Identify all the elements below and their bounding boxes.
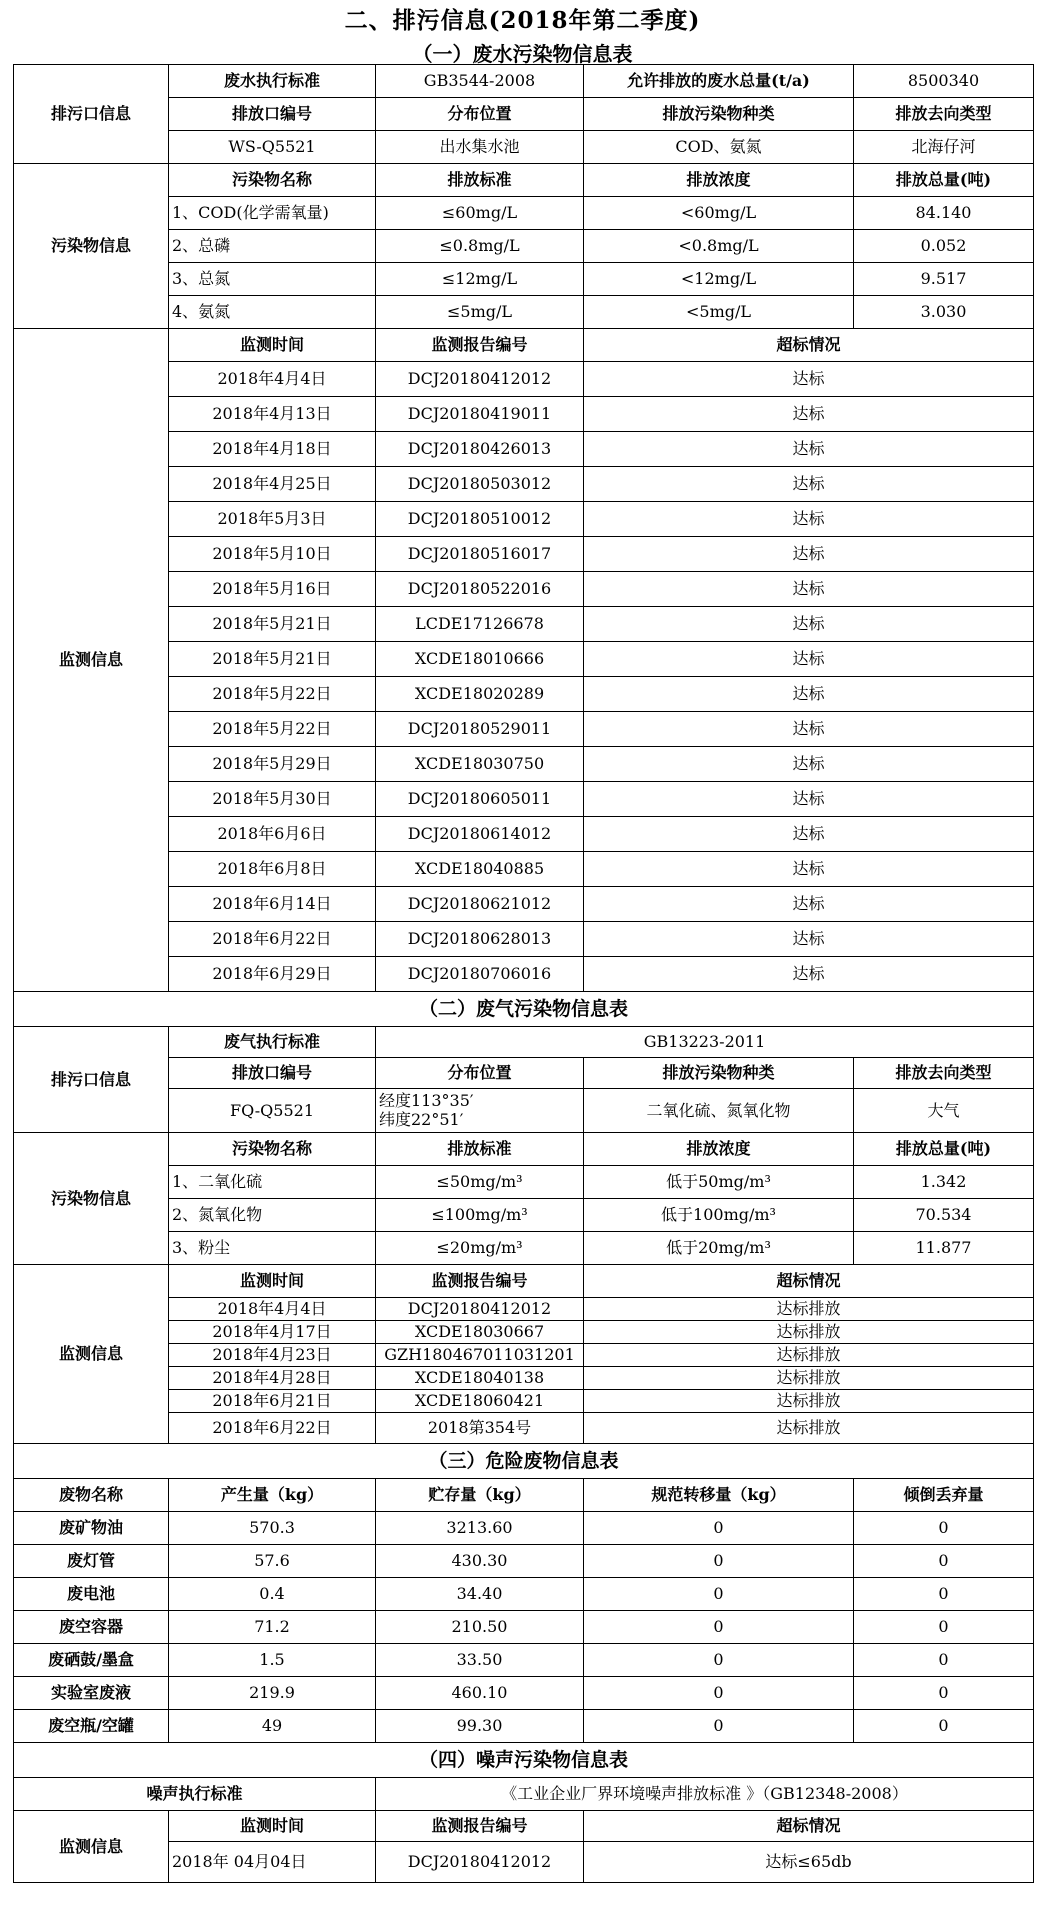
- gas-outlet-destination: 大气: [854, 1089, 1034, 1133]
- monitoring-report-id: DCJ20180522016: [376, 572, 584, 607]
- pollutant-name: 1、二氧化硫: [169, 1166, 376, 1199]
- monitoring-date: 2018年6月14日: [169, 887, 376, 922]
- water-allowed-value: 8500340: [854, 65, 1034, 98]
- monitoring-status: 达标: [584, 747, 1034, 782]
- gas-outlet-row: [14, 1027, 1034, 1058]
- monitoring-report-id: DCJ20180419011: [376, 397, 584, 432]
- section-title-row: [14, 1743, 1034, 1778]
- table-header: 排放标准: [376, 164, 584, 197]
- pollutant-standard: ≤20mg/m³: [376, 1232, 584, 1265]
- monitoring-date: 2018年4月28日: [169, 1367, 376, 1390]
- table-header: 产生量（kg）: [169, 1479, 376, 1512]
- monitoring-status: 达标≤65db: [584, 1842, 1034, 1883]
- monitoring-date: 2018年5月29日: [169, 747, 376, 782]
- monitoring-report-id: DCJ20180510012: [376, 502, 584, 537]
- table-header: 贮存量（kg）: [376, 1479, 584, 1512]
- waste-value: 0: [584, 1512, 854, 1545]
- waste-name: 废灯管: [14, 1545, 169, 1578]
- pollutant-concentration: <0.8mg/L: [584, 230, 854, 263]
- waste-name: 废空容器: [14, 1611, 169, 1644]
- gas-outlet-location-header: 分布位置: [376, 1058, 584, 1089]
- water-standard-value: GB3544-2008: [376, 65, 584, 98]
- waste-value: 0.4: [169, 1578, 376, 1611]
- hazard-row: [14, 1512, 1034, 1545]
- table-header: 污染物名称: [169, 1133, 376, 1166]
- monitoring-status: 达标: [584, 712, 1034, 747]
- waste-name: 实验室废液: [14, 1677, 169, 1710]
- monitoring-report-id: DCJ20180605011: [376, 782, 584, 817]
- table-header: 超标情况: [584, 329, 1034, 362]
- waste-value: 1.5: [169, 1644, 376, 1677]
- monitoring-status: 达标: [584, 397, 1034, 432]
- noise-standard-label: 噪声执行标准: [14, 1778, 376, 1811]
- gas-monitoring-label: 监测信息: [14, 1265, 169, 1444]
- water-outlet-destination: 北海仔河: [854, 131, 1034, 164]
- gas-monitoring-header-row: [14, 1265, 1034, 1298]
- gas-outlet-label: 排污口信息: [14, 1027, 169, 1133]
- pollutant-standard: ≤12mg/L: [376, 263, 584, 296]
- monitoring-status: 达标: [584, 502, 1034, 537]
- water-allowed-label: 允许排放的废水总量(t/a): [584, 65, 854, 98]
- water-outlet-kind-header: 排放污染物种类: [584, 98, 854, 131]
- waste-value: 71.2: [169, 1611, 376, 1644]
- gas-pollutant-header-row: [14, 1133, 1034, 1166]
- table-header: 监测时间: [169, 1265, 376, 1298]
- gas-standard-label: 废气执行标准: [169, 1027, 376, 1058]
- hazard-row: [14, 1578, 1034, 1611]
- monitoring-status: 达标: [584, 677, 1034, 712]
- monitoring-date: 2018年5月16日: [169, 572, 376, 607]
- latitude: 纬度22°51′: [379, 1109, 464, 1129]
- water-outlet-id-header: 排放口编号: [169, 98, 376, 131]
- pollutant-name: 4、氨氮: [169, 296, 376, 329]
- monitoring-report-id: XCDE18040138: [376, 1367, 584, 1390]
- pollutant-name: 2、氮氧化物: [169, 1199, 376, 1232]
- monitoring-report-id: DCJ20180621012: [376, 887, 584, 922]
- water-pollutant-label: 污染物信息: [14, 164, 169, 329]
- monitoring-status: 达标: [584, 642, 1034, 677]
- table-header: 超标情况: [584, 1811, 1034, 1842]
- waste-value: 3213.60: [376, 1512, 584, 1545]
- monitoring-report-id: DCJ20180426013: [376, 432, 584, 467]
- monitoring-status: 达标: [584, 607, 1034, 642]
- waste-value: 57.6: [169, 1545, 376, 1578]
- monitoring-date: 2018年4月13日: [169, 397, 376, 432]
- monitoring-date: 2018年5月21日: [169, 607, 376, 642]
- pollution-info-table: [13, 64, 1034, 1883]
- monitoring-report-id: XCDE18040885: [376, 852, 584, 887]
- water-outlet-kind: COD、氨氮: [584, 131, 854, 164]
- monitoring-status: 达标: [584, 537, 1034, 572]
- section-title-gas: （二）废气污染物信息表: [14, 992, 1034, 1027]
- table-header: 排放标准: [376, 1133, 584, 1166]
- monitoring-status: 达标排放: [584, 1390, 1034, 1413]
- monitoring-date: 2018年4月18日: [169, 432, 376, 467]
- gas-standard-value: GB13223-2011: [376, 1027, 1034, 1058]
- waste-value: 430.30: [376, 1545, 584, 1578]
- pollutant-total: 3.030: [854, 296, 1034, 329]
- pollutant-name: 2、总磷: [169, 230, 376, 263]
- monitoring-status: 达标排放: [584, 1413, 1034, 1444]
- monitoring-date: 2018年6月22日: [169, 1413, 376, 1444]
- water-outlet-location: 出水集水池: [376, 131, 584, 164]
- monitoring-date: 2018年6月22日: [169, 922, 376, 957]
- monitoring-status: 达标排放: [584, 1298, 1034, 1321]
- monitoring-status: 达标: [584, 467, 1034, 502]
- monitoring-status: 达标: [584, 817, 1034, 852]
- monitoring-report-id: XCDE18030750: [376, 747, 584, 782]
- monitoring-date: 2018年5月21日: [169, 642, 376, 677]
- monitoring-report-id: DCJ20180412012: [376, 362, 584, 397]
- water-outlet-location-header: 分布位置: [376, 98, 584, 131]
- water-pollutant-header-row: [14, 164, 1034, 197]
- monitoring-status: 达标: [584, 782, 1034, 817]
- section-title-row: [14, 1444, 1034, 1479]
- monitoring-status: 达标排放: [584, 1367, 1034, 1390]
- monitoring-date: 2018年5月10日: [169, 537, 376, 572]
- monitoring-date: 2018年6月6日: [169, 817, 376, 852]
- pollutant-name: 3、粉尘: [169, 1232, 376, 1265]
- water-monitoring-header-row: [14, 329, 1034, 362]
- section-title-wastewater: （一）废水污染物信息表: [412, 42, 633, 66]
- table-header: 倾倒丢弃量: [854, 1479, 1034, 1512]
- monitoring-report-id: LCDE17126678: [376, 607, 584, 642]
- monitoring-date: 2018年6月29日: [169, 957, 376, 992]
- waste-value: 0: [584, 1611, 854, 1644]
- page-title: 二、排污信息(2018年第二季度): [344, 7, 701, 34]
- table-header: 污染物名称: [169, 164, 376, 197]
- waste-value: 0: [854, 1611, 1034, 1644]
- waste-value: 33.50: [376, 1644, 584, 1677]
- gas-outlet-kind-header: 排放污染物种类: [584, 1058, 854, 1089]
- monitoring-status: 达标排放: [584, 1344, 1034, 1367]
- waste-value: 219.9: [169, 1677, 376, 1710]
- table-header: 排放浓度: [584, 1133, 854, 1166]
- monitoring-date: 2018年4月4日: [169, 362, 376, 397]
- noise-monitoring-label: 监测信息: [14, 1811, 169, 1883]
- table-header: 监测时间: [169, 1811, 376, 1842]
- waste-value: 34.40: [376, 1578, 584, 1611]
- pollutant-concentration: 低于50mg/m³: [584, 1166, 854, 1199]
- monitoring-date: 2018年4月25日: [169, 467, 376, 502]
- pollutant-total: 70.534: [854, 1199, 1034, 1232]
- monitoring-date: 2018年 04月04日: [169, 1842, 376, 1883]
- monitoring-status: 达标排放: [584, 1321, 1034, 1344]
- table-header: 监测报告编号: [376, 1265, 584, 1298]
- monitoring-status: 达标: [584, 887, 1034, 922]
- monitoring-status: 达标: [584, 432, 1034, 467]
- monitoring-date: 2018年5月22日: [169, 677, 376, 712]
- monitoring-status: 达标: [584, 852, 1034, 887]
- table-header: 监测报告编号: [376, 329, 584, 362]
- water-outlet-destination-header: 排放去向类型: [854, 98, 1034, 131]
- table-header: 废物名称: [14, 1479, 169, 1512]
- waste-value: 0: [584, 1545, 854, 1578]
- gas-outlet-destination-header: 排放去向类型: [854, 1058, 1034, 1089]
- waste-name: 废硒鼓/墨盒: [14, 1644, 169, 1677]
- monitoring-date: 2018年6月8日: [169, 852, 376, 887]
- pollutant-total: 84.140: [854, 197, 1034, 230]
- table-header: 排放总量(吨): [854, 164, 1034, 197]
- monitoring-report-id: DCJ20180516017: [376, 537, 584, 572]
- waste-value: 210.50: [376, 1611, 584, 1644]
- waste-value: 0: [584, 1578, 854, 1611]
- hazard-row: [14, 1545, 1034, 1578]
- pollutant-concentration: <60mg/L: [584, 197, 854, 230]
- waste-value: 0: [584, 1677, 854, 1710]
- monitoring-date: 2018年4月4日: [169, 1298, 376, 1321]
- monitoring-report-id: DCJ20180529011: [376, 712, 584, 747]
- waste-value: 49: [169, 1710, 376, 1743]
- hazard-row: [14, 1710, 1034, 1743]
- pollutant-total: 0.052: [854, 230, 1034, 263]
- noise-standard-value: 《工业企业厂界环境噪声排放标准 》（GB12348-2008）: [376, 1778, 1034, 1811]
- pollutant-total: 1.342: [854, 1166, 1034, 1199]
- water-outlet-id: WS-Q5521: [169, 131, 376, 164]
- monitoring-status: 达标: [584, 922, 1034, 957]
- pollutant-standard: ≤5mg/L: [376, 296, 584, 329]
- pollutant-standard: ≤60mg/L: [376, 197, 584, 230]
- table-header: 超标情况: [584, 1265, 1034, 1298]
- noise-standard-row: [14, 1778, 1034, 1811]
- water-outlet-row: [14, 65, 1034, 98]
- waste-value: 0: [854, 1644, 1034, 1677]
- pollutant-concentration: 低于100mg/m³: [584, 1199, 854, 1232]
- gas-pollutant-label: 污染物信息: [14, 1133, 169, 1265]
- waste-value: 0: [854, 1578, 1034, 1611]
- monitoring-status: 达标: [584, 957, 1034, 992]
- pollutant-concentration: <5mg/L: [584, 296, 854, 329]
- waste-value: 570.3: [169, 1512, 376, 1545]
- table-header: 规范转移量（kg）: [584, 1479, 854, 1512]
- pollutant-total: 9.517: [854, 263, 1034, 296]
- noise-monitoring-header-row: [14, 1811, 1034, 1842]
- water-monitoring-label: 监测信息: [14, 329, 169, 992]
- pollutant-standard: ≤100mg/m³: [376, 1199, 584, 1232]
- gas-outlet-id: FQ-Q5521: [169, 1089, 376, 1133]
- monitoring-report-id: XCDE18010666: [376, 642, 584, 677]
- gas-outlet-location: [376, 1089, 584, 1133]
- monitoring-date: 2018年4月23日: [169, 1344, 376, 1367]
- monitoring-date: 2018年5月30日: [169, 782, 376, 817]
- pollutant-total: 11.877: [854, 1232, 1034, 1265]
- waste-value: 460.10: [376, 1677, 584, 1710]
- monitoring-report-id: 2018第354号: [376, 1413, 584, 1444]
- water-standard-label: 废水执行标准: [169, 65, 376, 98]
- waste-value: 0: [584, 1710, 854, 1743]
- monitoring-date: 2018年5月22日: [169, 712, 376, 747]
- waste-value: 0: [854, 1710, 1034, 1743]
- table-header: 监测报告编号: [376, 1811, 584, 1842]
- monitoring-date: 2018年4月17日: [169, 1321, 376, 1344]
- hazard-row: [14, 1644, 1034, 1677]
- pollutant-standard: ≤50mg/m³: [376, 1166, 584, 1199]
- monitoring-date: 2018年5月3日: [169, 502, 376, 537]
- table-header: 排放浓度: [584, 164, 854, 197]
- hazard-row: [14, 1677, 1034, 1710]
- hazard-header-row: [14, 1479, 1034, 1512]
- hazard-row: [14, 1611, 1034, 1644]
- monitoring-status: 达标: [584, 362, 1034, 397]
- monitoring-report-id: DCJ20180628013: [376, 922, 584, 957]
- monitoring-report-id: DCJ20180412012: [376, 1298, 584, 1321]
- water-outlet-label: 排污口信息: [14, 65, 169, 164]
- waste-value: 0: [854, 1512, 1034, 1545]
- waste-value: 0: [584, 1644, 854, 1677]
- waste-value: 99.30: [376, 1710, 584, 1743]
- waste-name: 废电池: [14, 1578, 169, 1611]
- monitoring-date: 2018年6月21日: [169, 1390, 376, 1413]
- monitoring-report-id: DCJ20180614012: [376, 817, 584, 852]
- pollutant-concentration: 低于20mg/m³: [584, 1232, 854, 1265]
- pollutant-concentration: <12mg/L: [584, 263, 854, 296]
- waste-value: 0: [854, 1677, 1034, 1710]
- longitude: 经度113°35′: [379, 1091, 474, 1111]
- pollutant-name: 1、COD(化学需氧量): [169, 197, 376, 230]
- monitoring-report-id: DCJ20180706016: [376, 957, 584, 992]
- monitoring-report-id: DCJ20180503012: [376, 467, 584, 502]
- monitoring-report-id: XCDE18030667: [376, 1321, 584, 1344]
- table-header: 排放总量(吨): [854, 1133, 1034, 1166]
- gas-outlet-id-header: 排放口编号: [169, 1058, 376, 1089]
- monitoring-report-id: GZH180467011031201: [376, 1344, 584, 1367]
- table-header: 监测时间: [169, 329, 376, 362]
- monitoring-report-id: XCDE18060421: [376, 1390, 584, 1413]
- monitoring-status: 达标: [584, 572, 1034, 607]
- gas-outlet-kind: 二氧化硫、氮氧化物: [584, 1089, 854, 1133]
- section-title-hazardous: （三）危险废物信息表: [14, 1444, 1034, 1479]
- section-title-row: [14, 992, 1034, 1027]
- pollutant-name: 3、总氮: [169, 263, 376, 296]
- waste-name: 废空瓶/空罐: [14, 1710, 169, 1743]
- monitoring-report-id: DCJ20180412012: [376, 1842, 584, 1883]
- monitoring-report-id: XCDE18020289: [376, 677, 584, 712]
- waste-name: 废矿物油: [14, 1512, 169, 1545]
- pollutant-standard: ≤0.8mg/L: [376, 230, 584, 263]
- waste-value: 0: [854, 1545, 1034, 1578]
- section-title-noise: （四）噪声污染物信息表: [14, 1743, 1034, 1778]
